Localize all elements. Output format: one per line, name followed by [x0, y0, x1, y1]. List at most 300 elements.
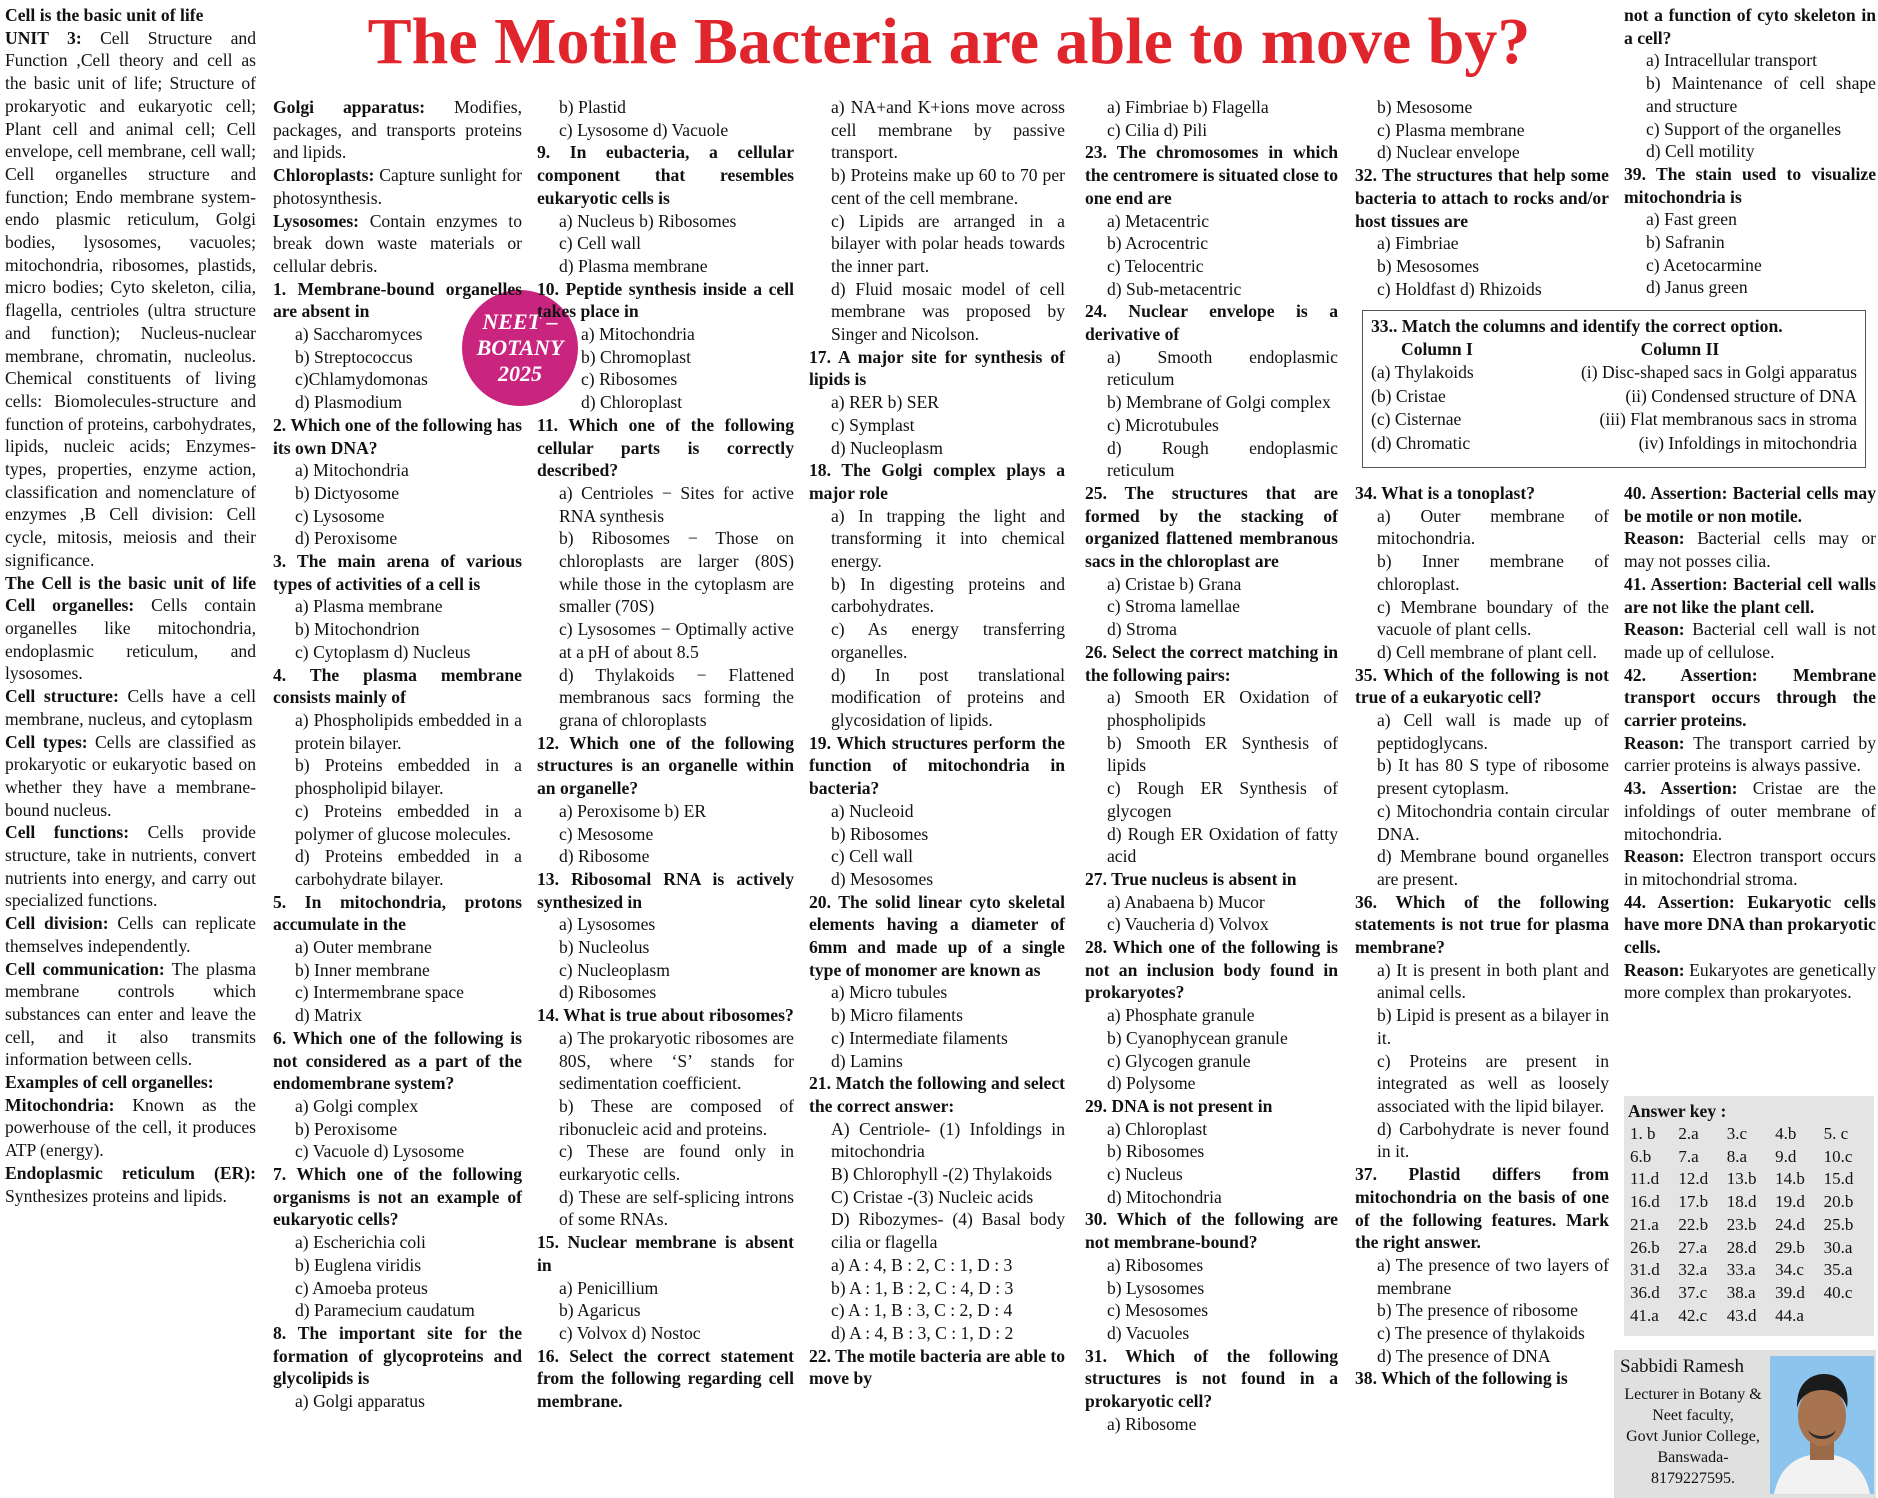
question-text: 14. What is true about ribosomes? [537, 1005, 794, 1026]
option-text: c) Amoeba proteus [295, 1277, 428, 1298]
question-text: 7. Which one of the following organisms is not an example of eukaryotic cells? [273, 1164, 522, 1230]
option-text: c) Lipids are arranged in a bilayer with polar heads towards the inner part. [831, 210, 1065, 276]
option-text: a) Intracellular transport [1646, 50, 1817, 71]
answer-key-cell: 37.c [1678, 1283, 1708, 1303]
bold-label: Reason: [1624, 846, 1685, 867]
answer-key-cell: 11.d [1630, 1169, 1660, 1189]
option-text: b) Lipid is present as a bilayer in it. [1377, 1005, 1609, 1048]
option-text: a) Cell wall is made up of peptidoglycans. [1377, 710, 1609, 753]
option-text: A) Centriole- (1) Infoldings in mitochondria [831, 1118, 1065, 1162]
body-text: Cells provide structure, take in nutrients, convert nutrients into energy, and carry out specialized functions. [5, 822, 256, 911]
option-text: c) Membrane boundary of the vacuole of plant cells. [1377, 596, 1609, 640]
author-photo [1770, 1356, 1874, 1494]
question-text: 40. Assertion: Bacterial cells may be motile or non motile. [1624, 483, 1876, 526]
option-text: d) Nucleoplasm [831, 437, 943, 458]
option-text: c) Intermediate filaments [831, 1027, 1008, 1048]
body-text: The transport carried by carrier proteins is always passive. [1624, 732, 1876, 776]
option-text: C) Cristae -(3) Nucleic acids [831, 1186, 1034, 1207]
question-text: 13. Ribosomal RNA is actively synthesized in [537, 868, 794, 912]
option-text: c) These are found only in eurkaryotic cells. [559, 1141, 794, 1185]
match-table [1371, 338, 1857, 456]
bold-label: Cell structure: [5, 686, 119, 707]
option-text: a) Golgi complex [295, 1095, 419, 1116]
answer-key-title: Answer key : [1628, 1101, 1727, 1121]
question-text: 1. Membrane-bound organelles are absent in [273, 278, 522, 322]
option-text: c) Acetocarmine [1646, 254, 1762, 275]
option-text: d) Nuclear envelope [1377, 142, 1520, 163]
option-text: b) Safranin [1646, 232, 1725, 253]
option-text: c) Mesosome [559, 823, 654, 844]
question-text: 15. Nuclear membrane is absent in [537, 1232, 794, 1275]
match-row [1371, 408, 1857, 432]
option-text: c) Nucleus [1107, 1164, 1183, 1185]
answer-key-row [1628, 1123, 1870, 1146]
option-text: c) Telocentric [1107, 255, 1204, 276]
question-text: 5. In mitochondria, protons accumulate in the [273, 891, 522, 935]
option-text: b) Smooth ER Synthesis of lipids [1107, 732, 1338, 776]
question-text: 18. The Golgi complex plays a major role [809, 460, 1065, 503]
question-text: 30. Which of the following are not membrane-bound? [1085, 1209, 1338, 1253]
option-text: D) Ribozymes- (4) Basal body cilia or flagella [831, 1209, 1065, 1253]
option-text: a) Phosphate granule [1107, 1005, 1255, 1026]
question-text: 42. Assertion: Membrane transport occurs through the carrier proteins. [1624, 664, 1876, 731]
question-text: 8. The important site for the formation of glycoproteins and glycolipids is [273, 1322, 522, 1389]
option-text: b) Ribosomes [1107, 1141, 1205, 1162]
option-text: a) In trapping the light and transforming it into chemical energy. [831, 505, 1065, 572]
option-text: a) NA+and K+ions move across cell membrane by passive transport. [831, 97, 1065, 163]
question-text: 25. The structures that are formed by the stacking of organized flattened membranous sacs in the chloroplast are [1085, 482, 1338, 572]
reason-text [1624, 845, 1876, 890]
option-text: d) Matrix [295, 1005, 362, 1026]
question-text: 32. The structures that help some bacteria to attach to rocks and/or host tissues are [1355, 165, 1609, 231]
answer-key-cell: 30.a [1823, 1237, 1853, 1257]
option-text: a) Chloroplast [1107, 1118, 1208, 1139]
answer-key-cell: 20.b [1823, 1192, 1854, 1212]
paragraph [5, 27, 256, 572]
option-text: c) Cell wall [831, 846, 914, 867]
author-box [1614, 1350, 1876, 1498]
option-text: a) The presence of two layers of membrane [1377, 1254, 1609, 1298]
badge-line-3: 2025 [498, 361, 542, 386]
answer-key-cell: 5. c [1823, 1123, 1849, 1143]
answer-key-cell: 8.a [1726, 1146, 1748, 1166]
answer-key-cell: 25.b [1823, 1214, 1854, 1234]
body-text: Cells can replicate themselves independently. [5, 913, 256, 956]
option-text: b) Inner membrane of chloroplast. [1377, 551, 1609, 594]
column-3 [537, 96, 794, 1413]
option-text: c) Lysosome [295, 505, 385, 526]
match-cell: (iii) Flat membranous sacs in stroma [1599, 409, 1857, 430]
option-text: c) Lysosomes − Optimally active at a pH of about 8.5 [559, 619, 794, 662]
answer-key-box [1624, 1096, 1874, 1336]
option-text: b) Plastid [559, 97, 626, 117]
reason-text [1624, 959, 1876, 1004]
badge-line-1: NEET – [482, 309, 558, 334]
option-text: c) Ribosomes [581, 369, 678, 390]
column-6-lower [1355, 482, 1609, 1390]
option-text: c) Vaucheria d) Volvox [1107, 914, 1269, 935]
option-text: d) Mitochondria [1107, 1186, 1222, 1207]
option-text: d) Stroma [1107, 619, 1177, 640]
bold-label: Chloroplasts: [273, 165, 375, 186]
paragraph [5, 685, 256, 730]
reason-text [1624, 732, 1876, 777]
option-text: c) Support of the organelles [1646, 118, 1842, 139]
option-text: d) Cell motility [1646, 141, 1755, 162]
body-text: Cells have a cell membrane, nucleus, and cytoplasm [5, 686, 256, 729]
option-text: b) These are composed of ribonucleic acid and proteins. [559, 1095, 794, 1139]
option-text: b) Acrocentric [1107, 233, 1209, 254]
question-text: 2. Which one of the following has its own DNA? [273, 414, 522, 458]
column-7-lower [1624, 482, 1876, 1004]
column-7 [1624, 4, 1876, 299]
answer-key-cell: 44.a [1775, 1306, 1804, 1326]
option-text: a) Penicillium [559, 1277, 659, 1298]
body-text: Bacterial cells may or may not posses cilia. [1624, 528, 1876, 572]
option-text: d) Sub-metacentric [1107, 278, 1242, 299]
answer-key-row [1628, 1282, 1870, 1305]
answer-key-cell: 40.c [1823, 1283, 1853, 1303]
option-text: a) Fimbriae [1377, 233, 1459, 254]
option-text: d) Plasmodium [295, 392, 403, 413]
bold-label: Endoplasmic reticulum (ER): [5, 1162, 256, 1183]
option-text: a) Mitochondria [581, 324, 695, 345]
question-text: 41. Assertion: Bacterial cell walls are not like the plant cell. [1624, 573, 1876, 617]
answer-key-cell: 4.b [1775, 1123, 1797, 1143]
option-text: b) Membrane of Golgi complex [1107, 392, 1331, 413]
option-text: d) Fluid mosaic model of cell membrane was proposed by Singer and Nicolson. [831, 278, 1065, 345]
option-text: B) Chlorophyll -(2) Thylakoids [831, 1164, 1053, 1185]
option-text: b) Ribosomes [831, 823, 929, 844]
answer-key-cell: 7.a [1678, 1146, 1699, 1166]
body-text: Known as the powerhouse of the cell, it produces ATP (energy). [5, 1094, 256, 1161]
answer-key-row [1628, 1305, 1870, 1328]
badge-line-2: BOTANY [476, 335, 564, 360]
option-text: c) As energy transferring organelles. [831, 619, 1065, 662]
option-text: c) Cilia d) Pili [1107, 119, 1208, 140]
answer-key-cell: 15.d [1823, 1169, 1854, 1189]
body-text: The plasma membrane controls which substances can enter and leave the cell, and it also transmits information between cells. [5, 958, 256, 1070]
option-text: d) Plasma membrane [559, 255, 708, 276]
body-text: Modifies, packages, and transports proteins and lipids. [273, 97, 522, 163]
bold-label: Reason: [1624, 619, 1685, 640]
question-text: 36. Which of the following statements is not true for plasma membrane? [1355, 891, 1609, 958]
answer-key-table [1628, 1123, 1870, 1328]
match-cell: (iv) Infoldings in mitochondria [1638, 432, 1857, 453]
option-text: d) Carbohydrate is never found in it. [1377, 1118, 1609, 1162]
paragraph [5, 1094, 256, 1162]
option-text: a) Outer membrane [295, 937, 432, 958]
option-text: a) It is present in both plant and animal cells. [1377, 959, 1609, 1003]
answer-key-cell: 2.a [1678, 1123, 1699, 1143]
option-text: c) Rough ER Synthesis of glycogen [1107, 778, 1338, 821]
option-text: c) Proteins embedded in a polymer of glucose molecules. [295, 800, 522, 844]
option-text: d) Polysome [1107, 1073, 1196, 1094]
option-text: b) Dictyosome [295, 482, 400, 503]
match-cell: (ii) Condensed structure of DNA [1625, 385, 1857, 406]
bold-label: Cell types: [5, 731, 88, 752]
option-text: a) Metacentric [1107, 210, 1210, 231]
option-text: c) Microtubules [1107, 414, 1219, 435]
option-text: c) The presence of thylakoids [1377, 1323, 1585, 1344]
author-details [1618, 1384, 1768, 1489]
question-text: 4. The plasma membrane consists mainly of [273, 664, 522, 708]
option-text: c) Cell wall [559, 233, 642, 254]
question-text: 19. Which structures perform the function of mitochondria in bacteria? [809, 732, 1065, 799]
option-text: b) Streptococcus [295, 346, 413, 367]
option-text: c) Glycogen granule [1107, 1050, 1251, 1071]
bold-label: Cell division: [5, 913, 109, 934]
answer-key-cell: 26.b [1630, 1237, 1660, 1257]
question-text: 17. A major site for synthesis of lipids is [809, 346, 1065, 390]
option-text: b) Nucleolus [559, 937, 650, 958]
body-text: Cells contain organelles like mitochondria, endoplasmic reticulum, and lysosomes. [5, 595, 256, 684]
match-row [1371, 385, 1857, 409]
answer-key-cell: 16.d [1630, 1192, 1660, 1212]
answer-key-row [1628, 1214, 1870, 1237]
option-text: a) Micro tubules [831, 982, 948, 1003]
answer-key-cell: 18.d [1726, 1192, 1757, 1212]
option-text: c) Volvox d) Nostoc [559, 1322, 701, 1343]
answer-key-cell: 23.b [1726, 1214, 1757, 1234]
option-text: d) Janus green [1646, 277, 1748, 298]
answer-key-row [1628, 1259, 1870, 1282]
option-text: c) Mitochondria contain circular DNA. [1377, 800, 1609, 844]
option-text: a) Centrioles − Sites for active RNA synthesis [559, 482, 794, 526]
answer-key-cell: 14.b [1775, 1169, 1805, 1189]
option-text: c) Cytoplasm d) Nucleus [295, 641, 471, 662]
bold-label: Mitochondria: [5, 1094, 115, 1115]
option-text: b) It has 80 S type of ribosome present cytoplasm. [1377, 755, 1609, 799]
paragraph [5, 821, 256, 912]
option-text: a) Cristae b) Grana [1107, 573, 1242, 594]
paragraph [5, 958, 256, 1072]
answer-key-cell: 29.b [1775, 1237, 1805, 1257]
match-cell: (d) Chromatic [1371, 432, 1471, 453]
bold-label: UNIT 3: [5, 27, 82, 48]
author-line: Banswada- [1657, 1449, 1729, 1466]
option-text: b) Lysosomes [1107, 1277, 1205, 1298]
column-2 [273, 96, 522, 1413]
body-text: Cristae are the infoldings of outer membrane of mitochondria. [1624, 778, 1876, 844]
option-text: c) Vacuole d) Lysosome [295, 1141, 465, 1162]
option-text: b) Mesosomes [1377, 255, 1480, 276]
option-text: c) Nucleoplasm [559, 959, 670, 980]
answer-key-cell: 13.b [1726, 1169, 1757, 1189]
option-text: d) The presence of DNA [1377, 1345, 1551, 1366]
option-text: d) Ribosome [559, 846, 650, 867]
page-title: The Motile Bacteria are able to move by? [367, 5, 1531, 78]
option-text: c) Lysosome d) Vacuole [559, 119, 729, 140]
answer-key-row [1628, 1237, 1870, 1260]
body-text: Bacterial cell wall is not made up of cellulose. [1624, 619, 1876, 662]
body-text: Eukaryotes are genetically more complex than prokaryotes. [1624, 959, 1876, 1003]
author-line: 8179227595. [1651, 1470, 1735, 1487]
question-text: 39. The stain used to visualize mitochondria is [1624, 163, 1876, 207]
answer-key-cell: 39.d [1775, 1283, 1805, 1303]
question-text: 16. Select the correct statement from the following regarding cell membrane. [537, 1345, 794, 1412]
option-text: d) Lamins [831, 1050, 903, 1071]
answer-key-cell: 9.d [1775, 1146, 1797, 1166]
option-text: d) Rough ER Oxidation of fatty acid [1107, 823, 1338, 867]
option-text: a) The prokaryotic ribosomes are 80S, where ‘S’ stands for sedimentation coefficient. [559, 1027, 794, 1094]
answer-key-cell: 21.a [1630, 1214, 1659, 1234]
option-text: d) Paramecium caudatum [295, 1300, 475, 1321]
option-text: b) Proteins embedded in a phospholipid bilayer. [295, 755, 522, 799]
answer-key-cell: 22.b [1678, 1214, 1709, 1234]
match-cell: (c) Cisternae [1371, 409, 1462, 430]
answer-key-cell: 27.a [1678, 1237, 1708, 1257]
match-row [1371, 361, 1857, 385]
option-text: c) Holdfast d) Rhizoids [1377, 278, 1542, 299]
bold-label: Reason: [1624, 732, 1685, 753]
option-text: d) Proteins embedded in a carbohydrate bilayer. [295, 846, 522, 889]
option-text: a) Nucleus b) Ribosomes [559, 210, 737, 231]
paragraph [5, 731, 256, 822]
column-4 [809, 96, 1065, 1390]
option-text: b) In digesting proteins and carbohydrates. [831, 573, 1065, 617]
answer-key-row [1628, 1168, 1870, 1191]
column-6 [1355, 96, 1609, 300]
match-title: 33.. Match the columns and identify the correct option. [1371, 316, 1783, 336]
option-text: b) Chromoplast [581, 346, 691, 367]
option-text: a) A : 4, B : 2, C : 1, D : 3 [831, 1254, 1013, 1275]
question-text: 10. Peptide synthesis inside a cell takes place in [537, 278, 794, 322]
option-text: b) Ribosomes − Those on chloroplasts are larger (80S) while those in the cytoplasm are smaller (70S) [559, 528, 794, 617]
option-text: a) Nucleoid [831, 800, 914, 821]
option-text: a) Smooth endoplasmic reticulum [1107, 346, 1338, 390]
option-text: b) A : 1, B : 2, C : 4, D : 3 [831, 1277, 1014, 1298]
answer-key-cell: 1. b [1630, 1123, 1656, 1143]
option-text: b) Micro filaments [831, 1005, 963, 1026]
option-text: a) Fimbriae b) Flagella [1107, 97, 1269, 117]
option-text: c)Chlamydomonas [295, 369, 428, 390]
bold-label: Reason: [1624, 528, 1685, 549]
bold-label: The Cell is the basic unit of life Cell organelles: [5, 572, 256, 616]
question-text: 9. In eubacteria, a cellular component that resembles eukaryotic cells is [537, 142, 794, 208]
section-heading: Examples of cell organelles: [5, 1072, 214, 1093]
option-text: a) Ribosomes [1107, 1254, 1204, 1275]
option-text: d) Peroxisome [295, 528, 398, 549]
question-text: 27. True nucleus is absent in [1085, 868, 1297, 889]
answer-key-cell: 42.c [1678, 1306, 1708, 1326]
question-text: 12. Which one of the following structures is an organelle within an organelle? [537, 732, 794, 799]
option-text: d) Ribosomes [559, 982, 657, 1003]
paragraph [273, 210, 522, 278]
question-text: 37. Plastid differs from mitochondria on the basis of one of the following features. Mark the right answer. [1355, 1164, 1609, 1253]
paragraph [5, 572, 256, 686]
answer-key-cell: 41.a [1630, 1306, 1659, 1326]
body-text: Synthesizes proteins and lipids. [5, 1185, 227, 1206]
question-text: 35. Which of the following is not true of a eukaryotic cell? [1355, 664, 1609, 708]
match-head-1: Column I [1400, 338, 1473, 359]
body-text: Cells are classified as prokaryotic or eukaryotic based on whether they have a membrane-bound nucleus. [5, 731, 256, 820]
answer-key-row [1628, 1146, 1870, 1169]
answer-key-cell: 35.a [1823, 1260, 1853, 1280]
answer-key-cell: 12.d [1678, 1169, 1709, 1189]
option-text: a) Outer membrane of mitochondria. [1377, 505, 1609, 549]
answer-key-cell: 24.d [1775, 1214, 1805, 1234]
option-text: b) Mitochondrion [295, 619, 420, 640]
option-text: b) The presence of ribosome [1377, 1300, 1578, 1321]
author-name: Sabbidi Ramesh [1620, 1356, 1745, 1377]
body-text: Electron transport occurs in mitochondrial stroma. [1624, 846, 1876, 889]
match-row [1371, 432, 1857, 456]
question-text: 20. The solid linear cyto skeletal elements having a diameter of 6mm and made up of a single type of monomer are known as [809, 891, 1065, 980]
option-text: d) Cell membrane of plant cell. [1377, 641, 1597, 662]
question-text: 3. The main arena of various types of activities of a cell is [273, 551, 522, 594]
question-text: 34. What is a tonoplast? [1355, 483, 1536, 503]
option-text: d) Vacuoles [1107, 1322, 1190, 1343]
question-text: 26. Select the correct matching in the following pairs: [1085, 641, 1338, 685]
option-text: d) Thylakoids − Flattened membranous sacs forming the grana of chloroplasts [559, 664, 794, 730]
question-text: not a function of cyto skeleton in a cell? [1624, 5, 1876, 48]
option-text: d) These are self-splicing introns of some RNAs. [559, 1186, 794, 1230]
answer-key-cell: 19.d [1775, 1192, 1805, 1212]
answer-key-cell: 31.d [1630, 1260, 1660, 1280]
body-text: Capture sunlight for photosynthesis. [273, 165, 522, 208]
option-text: a) Phospholipids embedded in a protein bilayer. [295, 709, 522, 753]
option-text: d) Mesosomes [831, 868, 934, 889]
option-text: a) Mitochondria [295, 460, 409, 481]
bold-label: Lysosomes: [273, 210, 360, 231]
option-text: c) Mesosomes [1107, 1300, 1209, 1321]
question-text: 23. The chromosomes in which the centromere is situated close to one end are [1085, 142, 1338, 208]
answer-key-cell: 43.d [1726, 1306, 1757, 1326]
option-text: b) Agaricus [559, 1300, 641, 1321]
question-text: 11. Which one of the following cellular parts is correctly described? [537, 414, 794, 481]
body-text: Cell Structure and Function ,Cell theory and cell as the basic unit of life; Structure of prokaryotic and eukaryotic cell; Plant cell and animal cell; Cell envelope, cell membrane, cell wall; Cell organelles structure and function; Endo membrane system- endo plasmic reticulum, Golgi bodies, lysosomes, vacuoles; mitochondria, ribosomes, plastids, micro bodies; Cyto skeleton, cilia, flagella, centrioles (ultra structure and function); Nucleus-nuclear membrane, chromatin, nucleolus. Chemical constituents of living cells: Biomolecules-structure and function of proteins, carbohydrates, lipids, nucleic acids; Enzymes-types, properties, enzyme action, classification and nomenclature of enzymes ,B Cell division: Cell cycle, mitosis, meiosis and their significance. [5, 27, 256, 570]
question-text: 24. Nuclear envelope is a derivative of [1085, 301, 1338, 345]
option-text: a) Lysosomes [559, 914, 656, 935]
paragraph [5, 1162, 256, 1207]
option-text: c) Intermembrane space [295, 982, 464, 1003]
match-cell: (b) Cristae [1371, 385, 1446, 406]
option-text: a) RER b) SER [831, 392, 940, 413]
reason-text [1624, 777, 1876, 845]
option-text: a) Peroxisome b) ER [559, 800, 707, 821]
option-text: c) A : 1, B : 3, C : 2, D : 4 [831, 1300, 1013, 1321]
match-cell: (i) Disc-shaped sacs in Golgi apparatus [1580, 362, 1857, 383]
option-text: c) Proteins are present in integrated as well as loosely associated with the lipid bilayer. [1377, 1050, 1609, 1116]
answer-key-cell: 3.c [1726, 1123, 1748, 1143]
option-text: a) Fast green [1646, 209, 1737, 230]
option-text: b) Maintenance of cell shape and structure [1646, 73, 1876, 116]
bold-label: Reason: [1624, 959, 1685, 980]
column-5 [1085, 96, 1338, 1435]
body-text: Contain enzymes to break down waste materials or cellular debris. [273, 210, 522, 276]
answer-key-cell: 17.b [1678, 1192, 1709, 1212]
answer-key-cell: 10.c [1823, 1146, 1853, 1166]
option-text: b) Cyanophycean granule [1107, 1027, 1288, 1048]
option-text: d) In post translational modification of proteins and glycosidation of lipids. [831, 664, 1065, 730]
question-text: 6. Which one of the following is not considered as a part of the endomembrane system? [273, 1027, 522, 1094]
section-heading: Cell is the basic unit of life [5, 5, 204, 25]
author-line: Govt Junior College, [1626, 1428, 1760, 1445]
option-text: a) Plasma membrane [295, 596, 443, 617]
match-head-2: Column II [1640, 338, 1720, 359]
answer-key-cell: 28.d [1726, 1237, 1757, 1257]
bold-label: Cell functions: [5, 822, 130, 843]
column-1 [5, 4, 256, 1207]
option-text: b) Euglena viridis [295, 1254, 422, 1275]
paragraph [273, 96, 522, 164]
answer-key-cell: 32.a [1678, 1260, 1708, 1280]
question-text: 44. Assertion: Eukaryotic cells have more DNA than prokaryotic cells. [1624, 891, 1876, 958]
option-text: b) Peroxisome [295, 1118, 398, 1139]
author-line: Lecturer in Botany & [1624, 1386, 1762, 1403]
option-text: b) Mesosome [1377, 97, 1473, 117]
